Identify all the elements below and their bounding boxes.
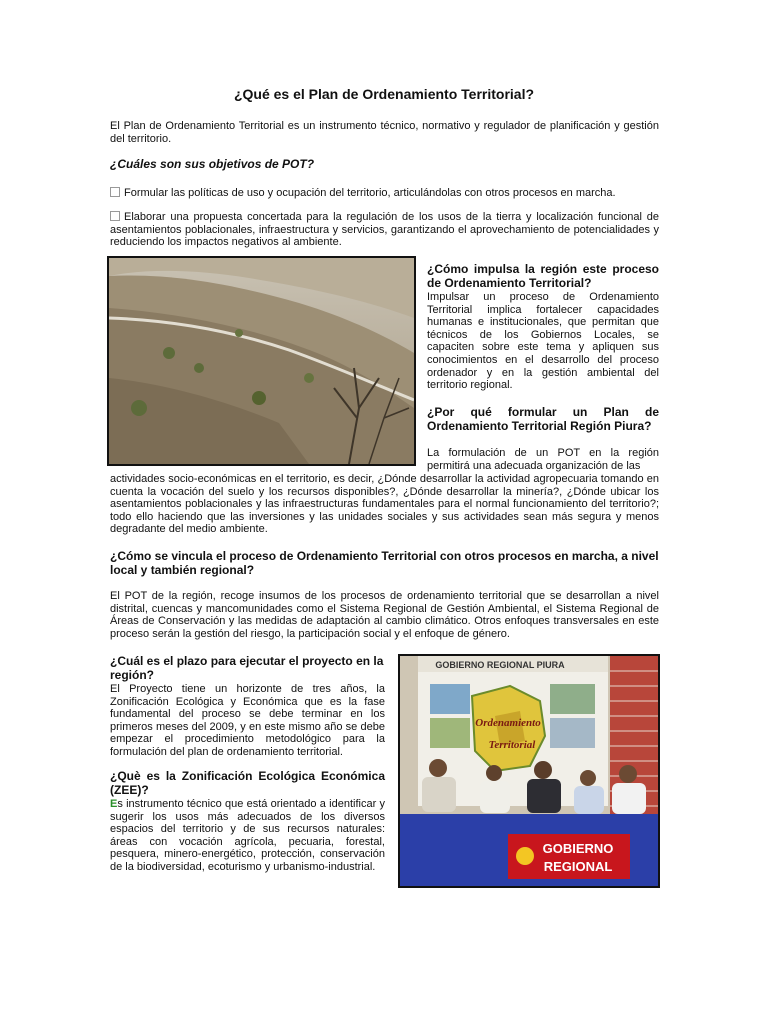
porque-heading: ¿Por qué formular un Plan de Ordenamiento Territorial Región Piura? [427, 405, 659, 433]
landscape-photo [107, 256, 416, 466]
table-sign-line-1: GOBIERNO [542, 841, 614, 856]
page-title: ¿Qué es el Plan de Ordenamiento Territorial? [233, 86, 535, 102]
bullet-icon [110, 187, 120, 197]
banner-title: GOBIERNO REGIONAL PIURA [435, 660, 565, 670]
impulsa-heading: ¿Cómo impulsa la región este proceso de Ordenamiento Territorial? [427, 262, 659, 290]
intro-paragraph: El Plan de Ordenamiento Territorial es un instrumento técnico, normativo y regulador de planificación y gestión del territorio. [110, 120, 659, 145]
porque-body-full: actividades socio-económicas en el territorio, es decir, ¿Dónde desarrollar la actividad agropecuaria tomando en cuenta la vocación del suelo y los recursos disponibles?, ¿Dónde desarrollar la minería?, ¿Dónde ubicar los asentamientos poblacionales y las infraestructuras fundamentales para el normal funcionamiento del territorio?; todo ello haciendo que las inversiones y las unidades sociales y sus actividades sean más segura y menos degradante del medio ambiente. [110, 473, 659, 536]
zee-body [110, 798, 385, 874]
objective-item-1 [110, 187, 659, 200]
zee-heading: ¿Què es la Zonificación Ecológica Económica (ZEE)? [110, 769, 385, 797]
objectives-heading: ¿Cuáles son sus objetivos de POT? [110, 157, 315, 171]
objective-text-1: Formular las políticas de uso y ocupación del territorio, articulándolas con otros procesos en marcha. [124, 187, 616, 199]
map-label-territorial: Territorial [488, 739, 536, 751]
map-label-ordenamiento: Ordenamiento [475, 717, 541, 729]
plazo-body: El Proyecto tiene un horizonte de tres años, la Zonificación Ecológica y Económica que es la fase fundamental del proceso se debe terminar en los primeros meses del 2009, y en este mismo año se debe empezar el procedimiento metodológico para la formulación del plan de ordenamiento territorial. [110, 683, 385, 758]
impulsa-body: Impulsar un proceso de Ordenamiento Territorial implica fortalecer capacidades humanas e institucionales, que permitan que técnicos de los Gobiernos Locales, se capaciten sobre este tema y apliquen sus conocimientos en el desarrollo del proceso ordenador y en la gestión ambiental del territorio regional. [427, 291, 659, 392]
press-conference-image [400, 656, 658, 886]
table-sign-line-2: REGIONAL [543, 859, 613, 874]
landscape-image [109, 258, 414, 464]
porque-body-side: La formulación de un POT en la región permitirá una adecuada organización de las [427, 447, 659, 472]
vincula-heading: ¿Cómo se vincula el proceso de Ordenamiento Territorial con otros procesos en marcha, a nivel local y también regional? [110, 549, 659, 577]
objective-item-2 [110, 211, 659, 249]
zee-drop-letter: E [110, 798, 118, 810]
press-conference-photo [398, 654, 660, 888]
objective-text-2: Elaborar una propuesta concertada para la regulación de los usos de la tierra y localización funcional de asentamientos poblacionales, infraestructura y servicios, garantizando el aprovechamiento de potencialidades y reduciendo los impactos negativos al ambiente. [110, 211, 659, 249]
bullet-icon [110, 211, 120, 221]
zee-body-text: s instrumento técnico que está orientado a identificar y sugerir los usos más adecuados de los diversos espacios del territorio y de sus recursos naturales: áreas con vocación agrícola, pecuaria, forestal, pesquera, minero-energético, protección, conservación de la biodiversidad, ecoturismo y urbanismo-industrial. [110, 798, 385, 873]
vincula-body: El POT de la región, recoge insumos de los procesos de ordenamiento territorial que se desarrollan a nivel distrital, cuencas y mancomunidades como el Sistema Regional de Gestión Ambiental, el Sistema Regional de Áreas de Conservación y las medidas de adaptación al cambio climático. Otros enfoques transversales en este proceso serán la gestión del riesgo, la participación social y el enfoque de género. [110, 590, 659, 640]
plazo-heading: ¿Cuál es el plazo para ejecutar el proyecto en la región? [110, 654, 384, 682]
